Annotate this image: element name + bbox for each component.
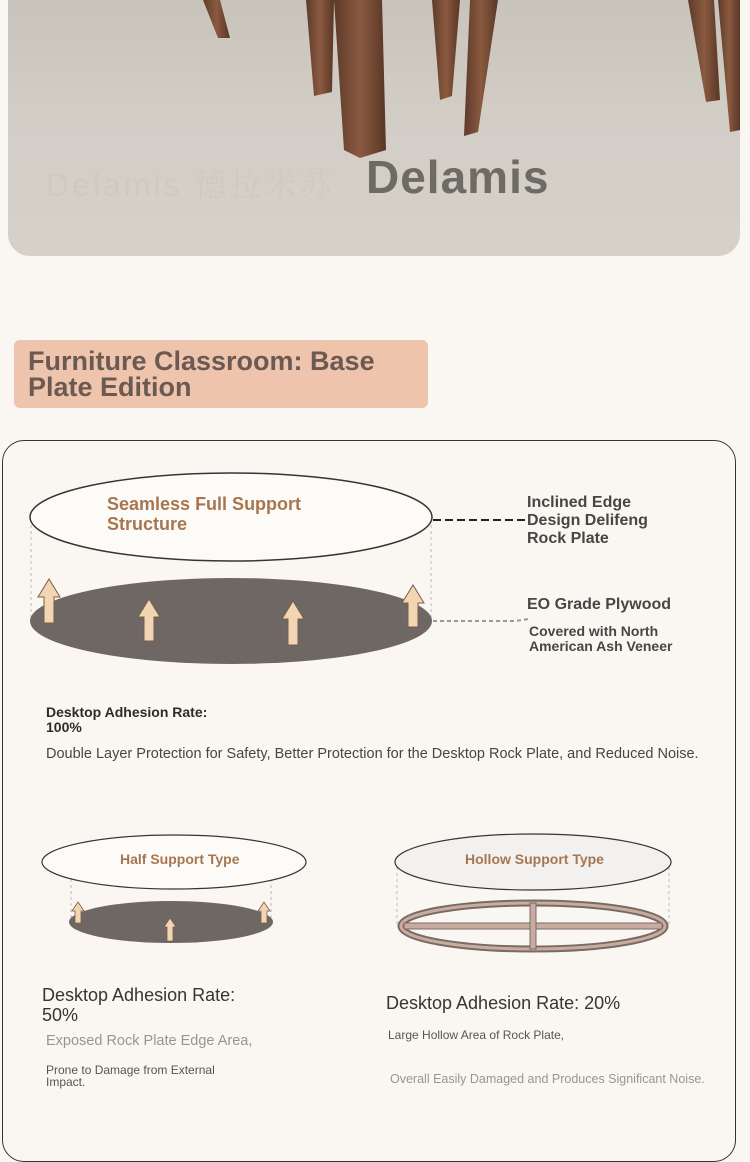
half-support-note2: Prone to Damage from External Impact.	[46, 1063, 215, 1089]
section-title-banner	[14, 340, 428, 408]
hollow-support-adhesion: Desktop Adhesion Rate: 20%	[386, 993, 621, 1013]
base-plate-comparison-card	[2, 440, 736, 1162]
full-support-plate-label: Seamless Full Support Structure	[107, 494, 302, 534]
rock-plate-callout: Inclined Edge Design Delifeng Rock Plate	[527, 494, 648, 547]
hero-brand-chinese: Delamis 德拉米苏	[46, 167, 335, 203]
hollow-support-note1: Large Hollow Area of Rock Plate,	[388, 1028, 565, 1042]
base-plate-full	[30, 578, 432, 664]
section-title: Furniture Classroom: Base Plate Edition	[28, 346, 375, 402]
plywood-callout-sub: Covered with North American Ash Veneer	[529, 623, 673, 654]
hero-brand-logo: Delamis	[366, 151, 550, 203]
support-diagrams	[3, 441, 735, 1161]
hollow-support-plate-label: Hollow Support Type	[465, 851, 604, 867]
hero-photo	[8, 0, 740, 256]
half-support-note1: Exposed Rock Plate Edge Area,	[46, 1033, 253, 1049]
half-support-plate-label: Half Support Type	[120, 851, 240, 867]
half-support-adhesion: Desktop Adhesion Rate: 50%	[42, 985, 236, 1025]
plywood-callout-title: EO Grade Plywood	[527, 596, 672, 613]
hollow-support-note2: Overall Easily Damaged and Produces Significant Noise.	[390, 1072, 705, 1086]
full-support-adhesion: Desktop Adhesion Rate: 100%	[46, 704, 208, 735]
table-legs-illustration	[8, 0, 740, 256]
full-support-description: Double Layer Protection for Safety, Better Protection for the Desktop Rock Plate, and Reduced Noise.	[46, 746, 699, 762]
